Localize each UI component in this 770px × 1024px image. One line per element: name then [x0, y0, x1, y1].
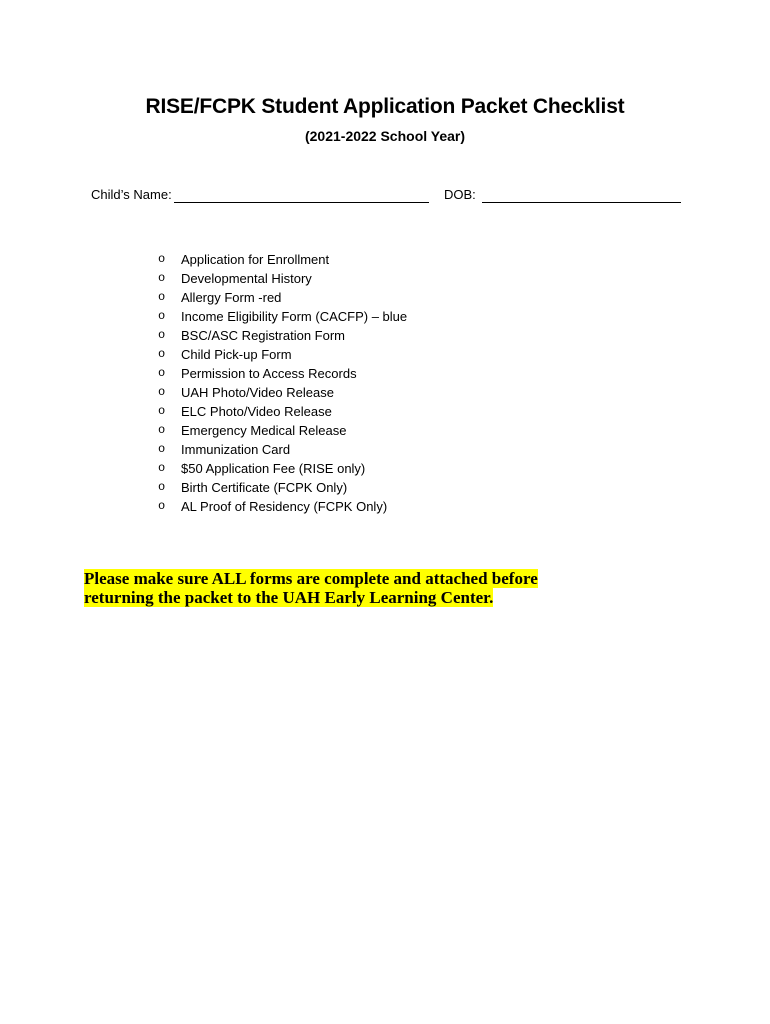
child-name-label: Child’s Name:: [91, 187, 172, 202]
list-item-label: Application for Enrollment: [181, 252, 330, 267]
dob-label: DOB:: [444, 187, 476, 202]
list-item-label: Emergency Medical Release: [181, 423, 347, 438]
list-item: [158, 250, 407, 269]
list-item-label: Income Eligibility Form (CACFP) – blue: [181, 309, 408, 324]
bullet-icon: o: [158, 480, 166, 494]
list-item-label: $50 Application Fee (RISE only): [181, 461, 366, 476]
list-item: [158, 307, 407, 326]
notice-line-2: returning the packet to the UAH Early Learning Center.: [84, 588, 494, 607]
bullet-icon: o: [158, 252, 166, 266]
list-item: [158, 497, 407, 516]
student-info-fields: [91, 187, 691, 207]
list-item-label: BSC/ASC Registration Form: [181, 328, 345, 343]
bullet-icon: o: [158, 271, 166, 285]
list-item: [158, 326, 407, 345]
list-item-label: Birth Certificate (FCPK Only): [181, 480, 348, 495]
list-item: [158, 402, 407, 421]
list-item: [158, 440, 407, 459]
list-item-label: UAH Photo/Video Release: [181, 385, 334, 400]
page-title: RISE/FCPK Student Application Packet Checklist: [145, 95, 625, 118]
bullet-icon: o: [158, 290, 166, 304]
bullet-icon: o: [158, 328, 166, 342]
bullet-icon: o: [158, 499, 166, 513]
page-subtitle: (2021-2022 School Year): [304, 128, 466, 144]
list-item: [158, 421, 407, 440]
bullet-icon: o: [158, 404, 166, 418]
list-item-label: Permission to Access Records: [181, 366, 357, 381]
child-name-line[interactable]: [174, 202, 429, 203]
highlighted-notice: [84, 569, 684, 607]
list-item-label: AL Proof of Residency (FCPK Only): [181, 499, 388, 514]
list-item: [158, 364, 407, 383]
list-item-label: Developmental History: [181, 271, 312, 286]
bullet-icon: o: [158, 309, 166, 323]
notice-line-1: Please make sure ALL forms are complete and attached before: [84, 569, 538, 588]
list-item: [158, 345, 407, 364]
list-item-label: Immunization Card: [181, 442, 291, 457]
list-item: [158, 459, 407, 478]
list-item-label: Child Pick-up Form: [181, 347, 292, 362]
bullet-icon: o: [158, 461, 166, 475]
list-item-label: Allergy Form -red: [181, 290, 282, 305]
bullet-icon: o: [158, 442, 166, 456]
bullet-icon: o: [158, 385, 166, 399]
checklist: [158, 250, 407, 516]
dob-line[interactable]: [482, 202, 681, 203]
list-item: [158, 288, 407, 307]
bullet-icon: o: [158, 347, 166, 361]
list-item: [158, 478, 407, 497]
bullet-icon: o: [158, 366, 166, 380]
list-item: [158, 383, 407, 402]
bullet-icon: o: [158, 423, 166, 437]
list-item-label: ELC Photo/Video Release: [181, 404, 332, 419]
list-item: [158, 269, 407, 288]
